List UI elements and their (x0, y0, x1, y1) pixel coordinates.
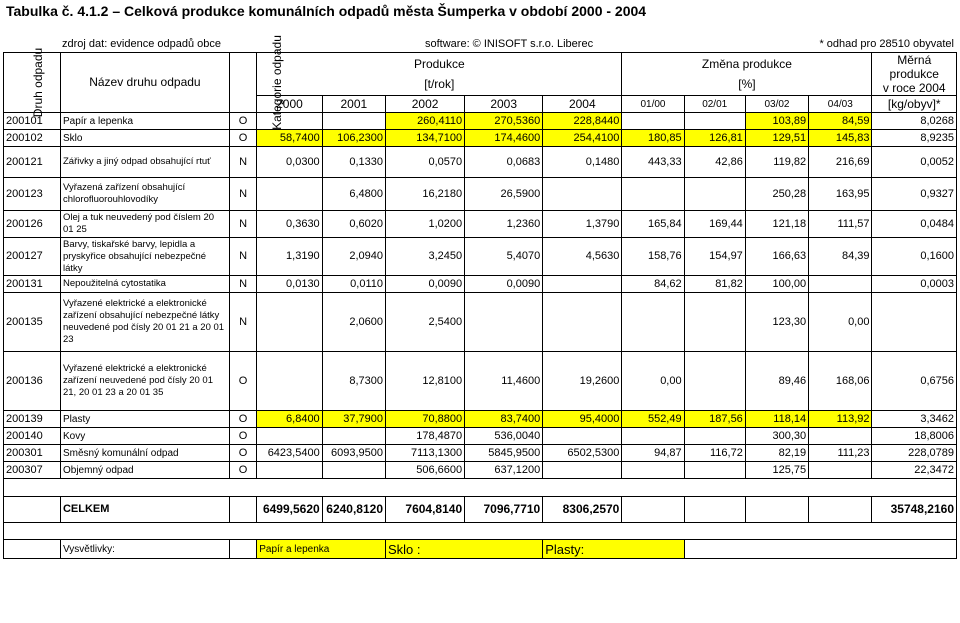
change-value: 81,82 (684, 276, 745, 293)
software-note: software: © INISOFT s.r.o. Liberec (425, 38, 594, 50)
table-row (4, 276, 957, 293)
specific-production: 228,0789 (872, 445, 957, 462)
waste-name: Vyřazené elektrické a elektronické zařízení obsahující nebezpečné látky neuvedené pod čísly 20 01 21 a 20 01 23 (60, 293, 229, 352)
production-value: 3,2450 (386, 238, 465, 276)
change-value: 84,62 (622, 276, 684, 293)
change-value: 113,92 (809, 411, 872, 428)
header-produkce: Produkce [t/rok] (257, 53, 622, 96)
production-value (543, 276, 622, 293)
year-2004: 2004 (543, 96, 622, 113)
change-value (622, 113, 684, 130)
change-value (684, 293, 745, 352)
production-value: 254,4100 (543, 130, 622, 147)
waste-category: O (229, 411, 256, 428)
change-value: 129,51 (745, 130, 808, 147)
change-value: 0,00 (809, 293, 872, 352)
production-value: 70,8800 (386, 411, 465, 428)
change-value (809, 276, 872, 293)
waste-code: 200135 (4, 293, 61, 352)
waste-name: Plasty (60, 411, 229, 428)
production-value: 1,0200 (386, 211, 465, 238)
total-value: 6499,5620 (257, 497, 322, 523)
production-value: 0,0570 (386, 147, 465, 178)
table-row (4, 211, 957, 238)
waste-category: N (229, 238, 256, 276)
production-value (465, 293, 543, 352)
waste-name: Olej a tuk neuvedený pod číslem 20 01 25 (60, 211, 229, 238)
waste-name: Zářivky a jiný odpad obsahující rtuť (60, 147, 229, 178)
waste-name: Objemný odpad (60, 462, 229, 479)
waste-category: N (229, 276, 256, 293)
specific-production: 0,9327 (872, 178, 957, 211)
specific-production: 8,0268 (872, 113, 957, 130)
production-value: 0,0683 (465, 147, 543, 178)
change-03-02: 03/02 (745, 96, 808, 113)
production-value (257, 293, 322, 352)
change-value: 119,82 (745, 147, 808, 178)
change-value (684, 113, 745, 130)
header-merna: Měrná produkce v roce 2004 (872, 53, 957, 96)
change-value: 145,83 (809, 130, 872, 147)
waste-category: N (229, 178, 256, 211)
production-value: 1,3790 (543, 211, 622, 238)
production-value: 37,7900 (322, 411, 385, 428)
production-value (543, 428, 622, 445)
header-druh: Druh odpadu (4, 53, 61, 113)
table-row (4, 411, 957, 428)
year-2003: 2003 (465, 96, 543, 113)
production-value (257, 428, 322, 445)
waste-code: 200140 (4, 428, 61, 445)
spacer-cell (4, 523, 957, 540)
waste-name: Vyřazená zařízení obsahující chlorofluorouhlovodíky (60, 178, 229, 211)
production-value: 0,0090 (386, 276, 465, 293)
header-kategorie: Kategorie odpadu (229, 53, 256, 113)
production-value: 174,4600 (465, 130, 543, 147)
table-row (4, 130, 957, 147)
table-title: Tabulka č. 4.1.2 – Celková produkce komunálních odpadů města Šumperka v období 2000 - 2004 (6, 3, 647, 19)
year-2000: 2000 (257, 96, 322, 113)
waste-code: 200102 (4, 130, 61, 147)
production-value: 6423,5400 (257, 445, 322, 462)
production-value: 0,1330 (322, 147, 385, 178)
header-merna-unit: [kg/obyv]* (872, 96, 957, 113)
population-note: * odhad pro 28510 obyvatel (819, 38, 954, 50)
waste-code: 200136 (4, 352, 61, 411)
change-value (809, 428, 872, 445)
production-value: 7113,1300 (386, 445, 465, 462)
waste-name: Vyřazené elektrické a elektronické zařízení neuvedené pod čísly 20 01 21, 20 01 23 a 20 01 35 (60, 352, 229, 411)
change-value: 158,76 (622, 238, 684, 276)
production-value: 5845,9500 (465, 445, 543, 462)
production-value: 506,6600 (386, 462, 465, 479)
legend-glass: Sklo : (386, 540, 543, 559)
total-specific: 35748,2160 (872, 497, 957, 523)
waste-category: O (229, 130, 256, 147)
change-value: 121,18 (745, 211, 808, 238)
change-value (622, 462, 684, 479)
production-value: 228,8440 (543, 113, 622, 130)
change-value: 82,19 (745, 445, 808, 462)
spacer-cell (4, 479, 957, 497)
change-value: 116,72 (684, 445, 745, 462)
production-value: 16,2180 (386, 178, 465, 211)
change-value: 103,89 (745, 113, 808, 130)
waste-code: 200139 (4, 411, 61, 428)
production-value: 6,4800 (322, 178, 385, 211)
year-2001: 2001 (322, 96, 385, 113)
production-value (322, 462, 385, 479)
production-value: 178,4870 (386, 428, 465, 445)
waste-code: 200301 (4, 445, 61, 462)
waste-category: N (229, 211, 256, 238)
specific-production: 0,0484 (872, 211, 957, 238)
change-value: 125,75 (745, 462, 808, 479)
production-value: 536,0040 (465, 428, 543, 445)
change-01-00: 01/00 (622, 96, 684, 113)
production-value (257, 352, 322, 411)
spacer-row (4, 523, 957, 540)
total-change-cell (622, 497, 684, 523)
production-value (257, 113, 322, 130)
waste-category: O (229, 113, 256, 130)
production-value: 106,2300 (322, 130, 385, 147)
total-change-cell (684, 497, 745, 523)
production-value: 134,7100 (386, 130, 465, 147)
waste-code: 200101 (4, 113, 61, 130)
change-value (684, 462, 745, 479)
table-row (4, 445, 957, 462)
production-value: 1,3190 (257, 238, 322, 276)
table-row (4, 462, 957, 479)
change-value: 111,23 (809, 445, 872, 462)
change-value: 94,87 (622, 445, 684, 462)
change-value: 166,63 (745, 238, 808, 276)
table-row (4, 293, 957, 352)
change-value: 300,30 (745, 428, 808, 445)
total-code-cell (4, 497, 61, 523)
waste-code: 200126 (4, 211, 61, 238)
change-value (684, 178, 745, 211)
change-value (684, 352, 745, 411)
production-value: 6502,5300 (543, 445, 622, 462)
waste-category: O (229, 352, 256, 411)
total-change-cell (745, 497, 808, 523)
table-row (4, 238, 957, 276)
header-nazev: Název druhu odpadu (60, 53, 229, 113)
waste-name: Nepoužitelná cytostatika (60, 276, 229, 293)
total-value: 6240,8120 (322, 497, 385, 523)
change-value: 250,28 (745, 178, 808, 211)
legend-empty (4, 540, 61, 559)
specific-production: 0,0003 (872, 276, 957, 293)
legend-empty (684, 540, 956, 559)
change-value (622, 428, 684, 445)
production-value: 6,8400 (257, 411, 322, 428)
production-value: 58,7400 (257, 130, 322, 147)
production-value: 2,0940 (322, 238, 385, 276)
change-value: 118,14 (745, 411, 808, 428)
production-value: 4,5630 (543, 238, 622, 276)
change-value: 187,56 (684, 411, 745, 428)
change-value: 163,95 (809, 178, 872, 211)
change-value: 111,57 (809, 211, 872, 238)
change-value: 180,85 (622, 130, 684, 147)
total-category-cell (229, 497, 256, 523)
change-value: 165,84 (622, 211, 684, 238)
production-value: 0,0130 (257, 276, 322, 293)
specific-production: 0,1600 (872, 238, 957, 276)
specific-production: 0,0052 (872, 147, 957, 178)
specific-production: 3,3462 (872, 411, 957, 428)
change-value: 0,00 (622, 352, 684, 411)
waste-name: Sklo (60, 130, 229, 147)
legend-empty (229, 540, 256, 559)
production-value (543, 178, 622, 211)
legend-label: Vysvětlivky: (60, 540, 229, 559)
waste-code: 200131 (4, 276, 61, 293)
specific-production: 18,8006 (872, 428, 957, 445)
change-value: 154,97 (684, 238, 745, 276)
total-row (4, 497, 957, 523)
production-value (322, 428, 385, 445)
waste-category: O (229, 462, 256, 479)
production-value: 2,0600 (322, 293, 385, 352)
total-change-cell (809, 497, 872, 523)
change-value: 126,81 (684, 130, 745, 147)
change-04-03: 04/03 (809, 96, 872, 113)
production-value: 0,0090 (465, 276, 543, 293)
waste-code: 200127 (4, 238, 61, 276)
waste-name: Barvy, tiskařské barvy, lepidla a pryskyřice obsahující nebezpečné látky (60, 238, 229, 276)
production-value (257, 178, 322, 211)
waste-code: 200307 (4, 462, 61, 479)
specific-production: 0,6756 (872, 352, 957, 411)
waste-category: N (229, 147, 256, 178)
production-value (257, 462, 322, 479)
production-value: 19,2600 (543, 352, 622, 411)
change-02-01: 02/01 (684, 96, 745, 113)
production-value (543, 293, 622, 352)
data-source: zdroj dat: evidence odpadů obce (62, 38, 222, 50)
table-row (4, 352, 957, 411)
production-value: 637,1200 (465, 462, 543, 479)
header-zmena: Změna produkce [%] (622, 53, 872, 96)
production-value: 0,0300 (257, 147, 322, 178)
change-value: 552,49 (622, 411, 684, 428)
total-value: 7096,7710 (465, 497, 543, 523)
change-value: 443,33 (622, 147, 684, 178)
total-value: 8306,2570 (543, 497, 622, 523)
change-value: 123,30 (745, 293, 808, 352)
waste-code: 200121 (4, 147, 61, 178)
legend-plastic: Plasty: (543, 540, 684, 559)
production-value: 83,7400 (465, 411, 543, 428)
waste-category: N (229, 293, 256, 352)
production-value: 0,0110 (322, 276, 385, 293)
change-value: 216,69 (809, 147, 872, 178)
production-value: 95,4000 (543, 411, 622, 428)
waste-name: Papír a lepenka (60, 113, 229, 130)
production-value: 11,4600 (465, 352, 543, 411)
change-value: 168,06 (809, 352, 872, 411)
production-value: 26,5900 (465, 178, 543, 211)
production-value: 1,2360 (465, 211, 543, 238)
change-value: 84,59 (809, 113, 872, 130)
production-value: 2,5400 (386, 293, 465, 352)
total-label: CELKEM (60, 497, 229, 523)
table-row (4, 178, 957, 211)
change-value: 42,86 (684, 147, 745, 178)
table-row (4, 147, 957, 178)
change-value (684, 428, 745, 445)
specific-production: 22,3472 (872, 462, 957, 479)
spacer-row (4, 479, 957, 497)
year-2002: 2002 (386, 96, 465, 113)
production-value: 270,5360 (465, 113, 543, 130)
total-value: 7604,8140 (386, 497, 465, 523)
change-value: 89,46 (745, 352, 808, 411)
change-value (809, 462, 872, 479)
waste-category: O (229, 428, 256, 445)
production-value: 0,1480 (543, 147, 622, 178)
production-value: 8,7300 (322, 352, 385, 411)
change-value: 169,44 (684, 211, 745, 238)
change-value: 100,00 (745, 276, 808, 293)
production-value (322, 113, 385, 130)
legend-row (4, 540, 957, 559)
change-value (622, 178, 684, 211)
production-value: 260,4110 (386, 113, 465, 130)
table-row (4, 428, 957, 445)
production-value: 0,6020 (322, 211, 385, 238)
waste-code: 200123 (4, 178, 61, 211)
production-value (543, 462, 622, 479)
change-value: 84,39 (809, 238, 872, 276)
specific-production: 8,9235 (872, 130, 957, 147)
production-value: 6093,9500 (322, 445, 385, 462)
specific-production (872, 293, 957, 352)
waste-name: Kovy (60, 428, 229, 445)
change-value (622, 293, 684, 352)
waste-name: Směsný komunální odpad (60, 445, 229, 462)
production-value: 12,8100 (386, 352, 465, 411)
table-row (4, 113, 957, 130)
production-value: 5,4070 (465, 238, 543, 276)
waste-category: O (229, 445, 256, 462)
legend-paper: Papír a lepenka (257, 540, 386, 559)
production-value: 0,3630 (257, 211, 322, 238)
